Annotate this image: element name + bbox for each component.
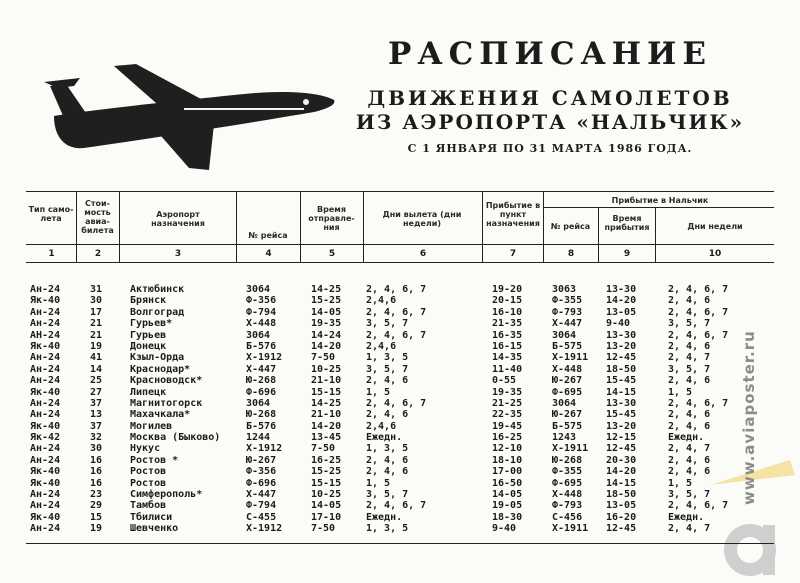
cell-dep: 15-15 [311, 477, 342, 489]
cell-rdays: 2, 4, 6, 7 [668, 306, 729, 318]
cell-arr: 19-05 [492, 500, 523, 512]
watermark-url: www.aviaposter.ru [740, 330, 758, 505]
cell-dep: 21-10 [311, 409, 342, 421]
cell-arr: 11-40 [492, 363, 523, 375]
cell-type: Ан-24 [30, 443, 61, 455]
cell-arr: 19-35 [492, 386, 523, 398]
cell-days: 2, 4, 6, 7 [366, 500, 427, 512]
cell-flight: Ф-696 [246, 386, 277, 398]
cell-flight: Х-1912 [246, 443, 283, 455]
aviaposter-logo [640, 455, 800, 583]
cell-type: Як-42 [30, 432, 61, 444]
cell-dep: 15-15 [311, 386, 342, 398]
cell-rtime: 14-15 [606, 477, 637, 489]
cell-days: Ежедн. [366, 511, 403, 523]
cell-rdays: 2, 4, 6 [668, 454, 711, 466]
cell-dest: Липецк [130, 386, 167, 398]
cell-days: 2, 4, 6 [366, 375, 409, 387]
header-cost: Стои-мость авиа-билета [81, 199, 114, 235]
cell-cost: 30 [90, 295, 103, 307]
cell-days: 2,4,6 [366, 420, 397, 432]
cell-type: Ан-24 [30, 523, 61, 535]
cell-days: 2, 4, 6 [366, 454, 409, 466]
cell-dest: Кзыл-Орда [130, 352, 185, 364]
cell-cost: 37 [90, 397, 103, 409]
cell-days: 3, 5, 7 [366, 489, 409, 501]
cell-dep: 14-20 [311, 340, 342, 352]
table-row [0, 432, 800, 443]
header-departure-time: Время отправле-ния [308, 205, 355, 232]
header-arrival-nalchik: Прибытие в Нальчик [611, 196, 709, 205]
cell-rdays: Ежедн. [668, 511, 705, 523]
cell-dep: 15-25 [311, 295, 342, 307]
cell-rtime: 15-45 [606, 409, 637, 421]
cell-flight: Х-447 [246, 489, 277, 501]
cell-dep: 7-50 [311, 523, 336, 535]
cell-type: Ан-24 [30, 284, 61, 295]
cell-rtime: 16-20 [606, 511, 637, 523]
cell-flight: Ф-794 [246, 306, 277, 318]
cell-rtime: 13-05 [606, 500, 637, 512]
cell-rdays: 2, 4, 6 [668, 375, 711, 387]
cell-dest: Москва (Быково) [130, 432, 221, 444]
cell-rflight: Ф-355 [552, 295, 583, 307]
cell-cost: 32 [90, 432, 103, 444]
cell-dest: Красноводск* [130, 375, 203, 387]
cell-days: 1, 5 [366, 477, 391, 489]
cell-arr: 21-35 [492, 318, 523, 330]
cell-arr: 20-15 [492, 295, 523, 307]
cell-flight: 3064 [246, 284, 271, 295]
cell-type: Як-40 [30, 295, 61, 307]
cell-rtime: 14-15 [606, 386, 637, 398]
table-row [0, 318, 800, 329]
header-type: Тип само-лета [28, 205, 74, 223]
cell-cost: 30 [90, 443, 103, 455]
cell-dest: Могилев [130, 420, 173, 432]
header-return-flight: № рейса [550, 222, 591, 231]
cell-days: 3, 5, 7 [366, 318, 409, 330]
cell-arr: 21-25 [492, 397, 523, 409]
cell-arr: 9-40 [492, 523, 517, 535]
cell-dep: 19-35 [311, 318, 342, 330]
cell-rdays: 2, 4, 7 [668, 443, 711, 455]
cell-flight: Ю-268 [246, 409, 277, 421]
cell-type: Ан-24 [30, 409, 61, 421]
cell-rflight: Ю-267 [552, 409, 583, 421]
cell-rtime: 15-45 [606, 375, 637, 387]
cell-arr: 14-35 [492, 352, 523, 364]
cell-cost: 19 [90, 340, 103, 352]
cell-type: Як-40 [30, 477, 61, 489]
cell-dep: 7-50 [311, 443, 336, 455]
cell-dep: 14-05 [311, 306, 342, 318]
cell-flight: Ю-267 [246, 454, 277, 466]
airplane-illustration [44, 58, 344, 176]
cell-dep: 14-25 [311, 284, 342, 295]
cell-rdays: 2, 4, 6 [668, 340, 711, 352]
col-number: 5 [328, 249, 336, 259]
cell-rflight: Х-448 [552, 363, 583, 375]
cell-type: Ан-24 [30, 375, 61, 387]
col-number: 8 [567, 249, 575, 259]
cell-days: 2,4,6 [366, 340, 397, 352]
cell-rtime: 20-30 [606, 454, 637, 466]
cell-rtime: 14-20 [606, 295, 637, 307]
cell-cost: 31 [90, 284, 103, 295]
table-row [0, 330, 800, 341]
cell-arr: 16-25 [492, 432, 523, 444]
cell-dep: 14-24 [311, 329, 342, 341]
cell-cost: 21 [90, 318, 103, 330]
cell-type: Як-40 [30, 466, 61, 478]
cell-rtime: 18-50 [606, 363, 637, 375]
cell-type: Як-40 [30, 511, 61, 523]
cell-arr: 0-55 [492, 375, 517, 387]
col-number: 9 [623, 249, 631, 259]
cell-rflight: Ф-695 [552, 477, 583, 489]
cell-dest: Краснодар* [130, 363, 191, 375]
cell-type: Ан-24 [30, 500, 61, 512]
header-return-time: Время прибытия [604, 214, 650, 232]
cell-rflight: Б-575 [552, 340, 583, 352]
cell-dest: Гурьев* [130, 318, 173, 330]
cell-rdays: 3, 5, 7 [668, 363, 711, 375]
cell-rflight: Б-575 [552, 420, 583, 432]
cell-rflight: Х-1911 [552, 443, 589, 455]
cell-rflight: Ю-268 [552, 454, 583, 466]
cell-rtime: 9-40 [606, 318, 631, 330]
cell-rtime: 13-20 [606, 420, 637, 432]
col-number: 3 [174, 249, 182, 259]
cell-type: Ан-24 [30, 352, 61, 364]
cell-dest: Магнитогорск [130, 397, 203, 409]
cell-cost: 14 [90, 363, 103, 375]
cell-days: 2, 4, 6, 7 [366, 329, 427, 341]
table-row [0, 375, 800, 386]
table-top-rule [26, 191, 774, 192]
title-period: С 1 ЯНВАРЯ ПО 31 МАРТА 1986 ГОДА. [407, 142, 693, 155]
table-row [0, 295, 800, 306]
cell-arr: 16-10 [492, 306, 523, 318]
cell-cost: 41 [90, 352, 103, 364]
cell-rdays: 2, 4, 7 [668, 352, 711, 364]
cell-rflight: Ф-793 [552, 306, 583, 318]
header-destination: Аэропорт назначения [151, 210, 205, 228]
cell-cost: 21 [90, 329, 103, 341]
cell-dep: 14-05 [311, 500, 342, 512]
title-sub-1: ДВИЖЕНИЯ САМОЛЕТОВ [367, 86, 733, 110]
cell-rflight: Х-447 [552, 318, 583, 330]
cell-flight: Б-576 [246, 340, 277, 352]
cell-days: 2, 4, 6 [366, 466, 409, 478]
cell-cost: 15 [90, 511, 103, 523]
cell-rtime: 13-30 [606, 397, 637, 409]
table-number-rule [26, 262, 774, 263]
cell-flight: Ф-794 [246, 500, 277, 512]
cell-rflight: Х-1911 [552, 352, 589, 364]
cell-flight: 3064 [246, 397, 271, 409]
cell-rflight: Ф-793 [552, 500, 583, 512]
cell-days: 2, 4, 6, 7 [366, 397, 427, 409]
cell-dest: Волгоград [130, 306, 185, 318]
cell-arr: 18-30 [492, 511, 523, 523]
cell-rtime: 12-15 [606, 432, 637, 444]
cell-rtime: 13-20 [606, 340, 637, 352]
cell-cost: 37 [90, 420, 103, 432]
cell-flight: Х-1912 [246, 352, 283, 364]
cell-days: 1, 3, 5 [366, 443, 409, 455]
cell-days: Ежедн. [366, 432, 403, 444]
cell-dest: Донецк [130, 340, 167, 352]
cell-dep: 16-25 [311, 454, 342, 466]
col-number: 4 [265, 249, 272, 259]
cell-dest: Шевченко [130, 523, 179, 535]
cell-type: Як-40 [30, 420, 61, 432]
cell-arr: 16-50 [492, 477, 523, 489]
cell-type: Ан-24 [30, 306, 61, 318]
table-row [0, 421, 800, 432]
cell-dest: Ростов [130, 477, 167, 489]
cell-rdays: 1, 5 [668, 386, 693, 398]
cell-type: АН-24 [30, 329, 61, 341]
header-flight: № рейса [248, 231, 288, 240]
cell-cost: 17 [90, 306, 103, 318]
cell-dep: 15-25 [311, 466, 342, 478]
cell-arr: 14-05 [492, 489, 523, 501]
cell-dep: 10-25 [311, 489, 342, 501]
table-subheader-rule [543, 207, 774, 208]
cell-rdays: 2, 4, 6, 7 [668, 397, 729, 409]
cell-flight: Б-576 [246, 420, 277, 432]
cell-dep: 21-10 [311, 375, 342, 387]
cell-dest: Тамбов [130, 500, 167, 512]
table-row [0, 443, 800, 454]
cell-dest: Ростов [130, 466, 167, 478]
col-number: 6 [419, 249, 427, 259]
cell-cost: 16 [90, 466, 103, 478]
cell-rflight: 3064 [552, 397, 577, 409]
cell-rdays: 2, 4, 6 [668, 420, 711, 432]
header-return-days: Дни недели [687, 222, 743, 231]
cell-dest: Симферополь* [130, 489, 203, 501]
cell-flight: Ю-268 [246, 375, 277, 387]
cell-type: Ан-24 [30, 363, 61, 375]
cell-rflight: Ю-267 [552, 375, 583, 387]
table-bottom-rule [26, 543, 774, 544]
cell-flight: Ф-356 [246, 295, 277, 307]
cell-dest: Актюбинск [130, 284, 185, 295]
cell-rtime: 14-20 [606, 466, 637, 478]
cell-rdays: 2, 4, 6, 7 [668, 284, 729, 295]
cell-flight: Ф-696 [246, 477, 277, 489]
cell-rflight: Х-1911 [552, 523, 589, 535]
cell-rtime: 13-30 [606, 329, 637, 341]
title-sub-2: ИЗ АЭРОПОРТА «НАЛЬЧИК» [355, 110, 745, 134]
cell-dep: 7-50 [311, 352, 336, 364]
cell-flight: Х-1912 [246, 523, 283, 535]
table-header-bottom-rule [26, 244, 774, 245]
cell-rtime: 18-50 [606, 489, 637, 501]
cell-dep: 17-10 [311, 511, 342, 523]
col-number: 1 [48, 249, 55, 259]
table-row [0, 307, 800, 318]
cell-rflight: 1243 [552, 432, 577, 444]
cell-rflight: Ф-695 [552, 386, 583, 398]
cell-cost: 19 [90, 523, 103, 535]
cell-arr: 22-35 [492, 409, 523, 421]
cell-type: Як-40 [30, 340, 61, 352]
cell-rdays: 3, 5, 7 [668, 489, 711, 501]
cell-arr: 17-00 [492, 466, 523, 478]
cell-rdays: 3, 5, 7 [668, 318, 711, 330]
cell-days: 1, 3, 5 [366, 523, 409, 535]
cell-type: Ан-24 [30, 318, 61, 330]
title-main: РАСПИСАНИЕ [388, 36, 712, 72]
cell-arr: 18-10 [492, 454, 523, 466]
cell-arr: 19-20 [492, 284, 523, 295]
cell-dest: Гурьев [130, 329, 167, 341]
cell-rflight: 3063 [552, 284, 577, 295]
cell-type: Як-40 [30, 386, 61, 398]
col-number: 10 [708, 249, 722, 259]
cell-cost: 16 [90, 454, 103, 466]
cell-rflight: Ф-355 [552, 466, 583, 478]
cell-rdays: 2, 4, 6, 7 [668, 500, 729, 512]
cell-days: 3, 5, 7 [366, 363, 409, 375]
cell-rflight: С-456 [552, 511, 583, 523]
cell-type: Ан-24 [30, 397, 61, 409]
cell-rdays: 2, 4, 6 [668, 295, 711, 307]
cell-rflight: 3064 [552, 329, 577, 341]
col-number: 2 [94, 249, 102, 259]
cell-dep: 10-25 [311, 363, 342, 375]
cell-flight: Х-447 [246, 363, 277, 375]
cell-rdays: Ежедн. [668, 432, 705, 444]
cell-rdays: 2, 4, 6, 7 [668, 329, 729, 341]
cell-rtime: 12-45 [606, 352, 637, 364]
cell-type: Ан-24 [30, 454, 61, 466]
cell-type: Ан-24 [30, 489, 61, 501]
cell-cost: 16 [90, 477, 103, 489]
cell-rtime: 12-45 [606, 443, 637, 455]
cell-flight: 1244 [246, 432, 271, 444]
cell-dep: 14-25 [311, 397, 342, 409]
cell-days: 1, 3, 5 [366, 352, 409, 364]
cell-arr: 16-35 [492, 329, 523, 341]
cell-dest: Ростов * [130, 454, 179, 466]
table-row [0, 409, 800, 420]
cell-rtime: 13-05 [606, 306, 637, 318]
cell-rtime: 13-30 [606, 284, 637, 295]
cell-arr: 12-10 [492, 443, 523, 455]
title-block [330, 36, 770, 155]
cell-rdays: 2, 4, 7 [668, 523, 711, 535]
cell-dest: Брянск [130, 295, 167, 307]
cell-rtime: 12-45 [606, 523, 637, 535]
cell-dest: Нукус [130, 443, 161, 455]
cell-cost: 23 [90, 489, 103, 501]
cell-flight: С-455 [246, 511, 277, 523]
cell-rdays: 1, 5 [668, 477, 693, 489]
table-row [0, 387, 800, 398]
cell-dep: 13-45 [311, 432, 342, 444]
header-departure-days: Дни вылета (дни недели) [382, 210, 462, 228]
cell-rdays: 2, 4, 6 [668, 409, 711, 421]
cell-cost: 25 [90, 375, 103, 387]
cell-flight: 3064 [246, 329, 271, 341]
cell-rflight: Х-448 [552, 489, 583, 501]
cell-days: 2, 4, 6 [366, 409, 409, 421]
cell-dest: Тбилиси [130, 511, 173, 523]
cell-arr: 19-45 [492, 420, 523, 432]
cell-cost: 13 [90, 409, 103, 421]
cell-flight: Ф-356 [246, 466, 277, 478]
cell-arr: 16-15 [492, 340, 523, 352]
cell-days: 2, 4, 6, 7 [366, 306, 427, 318]
table-row [0, 364, 800, 375]
cell-cost: 27 [90, 386, 103, 398]
cell-days: 1, 5 [366, 386, 391, 398]
cell-rdays: 2, 4, 6 [668, 466, 711, 478]
cell-dep: 14-20 [311, 420, 342, 432]
table-row [0, 398, 800, 409]
table-row [0, 284, 800, 295]
cell-days: 2, 4, 6, 7 [366, 284, 427, 295]
header-arrival-destination: Прибытие в пункт назначения [485, 201, 541, 228]
cell-days: 2,4,6 [366, 295, 397, 307]
cell-flight: Х-448 [246, 318, 277, 330]
col-number: 7 [509, 249, 517, 259]
cell-cost: 29 [90, 500, 103, 512]
table-row [0, 352, 800, 363]
cell-dest: Махачкала* [130, 409, 191, 421]
table-row [0, 341, 800, 352]
